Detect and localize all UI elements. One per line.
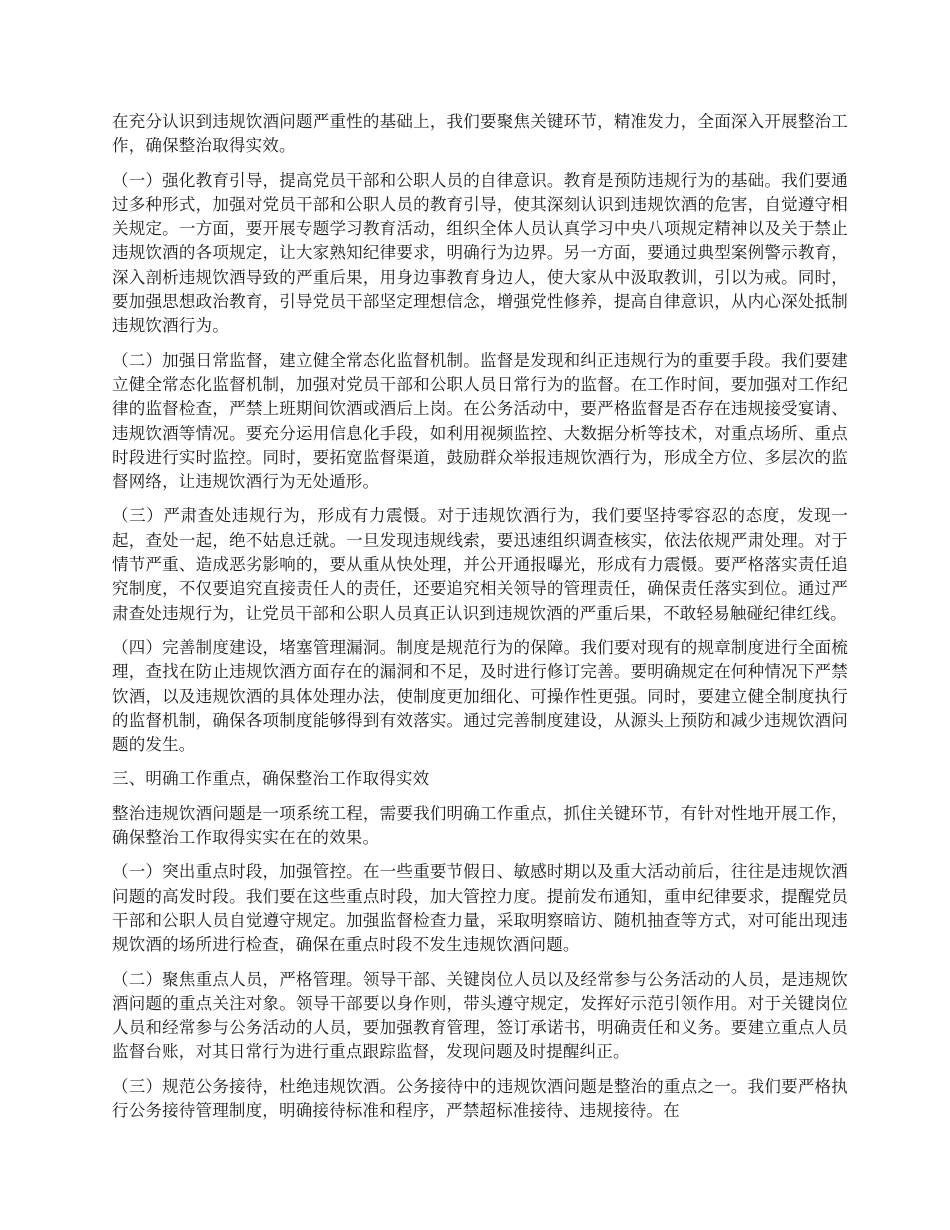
paragraph-key-periods: （一）突出重点时段，加强管控。在一些重要节假日、敏感时期以及重大活动前后，往往是违规饮酒问题的高发时段。我们要在这些重点时段，加大管控力度。提前发布通知，重申纪律要求，提醒党员干部和公职人员自觉遵守规定。加强监督检查力量，采取明察暗访、随机抽查等方式，对可能出现违规饮酒的场所进行检查，确保在重点时段不发生违规饮酒问题。 [112,862,848,955]
section-heading: 三、明确工作重点，确保整治工作取得实效 [112,769,430,789]
paragraph-supervision: （二）加强日常监督，建立健全常态化监督机制。监督是发现和纠正违规行为的重要手段。我们要建立健全常态化监督机制，加强对党员干部和公职人员日常行为的监督。在工作时间，要加强对工作纪律的监督检查，严禁上班期间饮酒或酒后上岗。在公务活动中，要严格监督是否存在违规接受宴请、违规饮酒等情况。要充分运用信息化手段，如利用视频监控、大数据分析等技术，对重点场所、重点时段进行实时监控。同时，要拓宽监督渠道，鼓励群众举报违规饮酒行为，形成全方位、多层次的监督网络，让违规饮酒行为无处遁形。 [112,350,848,492]
paragraph-system-building: （四）完善制度建设，堵塞管理漏洞。制度是规范行为的保障。我们要对现有的规章制度进行全面梳理，查找在防止违规饮酒方面存在的漏洞和不足，及时进行修订完善。要明确规定在何种情况下严禁饮酒，以及违规饮酒的具体处理办法，使制度更加细化、可操作性更强。同时，要建立健全制度执行的监督机制，确保各项制度能够得到有效落实。通过完善制度建设，从源头上预防和减少违规饮酒问题的发生。 [112,637,848,755]
paragraph-official-reception: （三）规范公务接待，杜绝违规饮酒。公务接待中的违规饮酒问题是整治的重点之一。我们要严格执行公务接待管理制度，明确接待标准和程序，严禁超标准接待、违规接待。在 [112,1076,848,1120]
paragraph-section-intro: 整治违规饮酒问题是一项系统工程，需要我们明确工作重点，抓住关键环节，有针对性地开展工作，确保整治工作取得实实在在的效果。 [112,803,848,848]
paragraph-key-personnel: （二）聚焦重点人员，严格管理。领导干部、关键岗位人员以及经常参与公务活动的人员，是违规饮酒问题的重点关注对象。领导干部要以身作则，带头遵守规定，发挥好示范引领作用。对于关键岗位人员和经常参与公务活动的人员，要加强教育管理，签订承诺书，明确责任和义务。要建立重点人员监督台账，对其日常行为进行重点跟踪监督，发现问题及时提醒纠正。 [112,969,848,1062]
paragraph-punishment: （三）严肃查处违规行为，形成有力震慑。对于违规饮酒行为，我们要坚持零容忍的态度，发现一起，查处一起，绝不姑息迁就。一旦发现违规线索，要迅速组织调查核实，依法依规严肃处理。对于情节严重、造成恶劣影响的，要从重从快处理，并公开通报曝光，形成有力震慑。要严格落实责任追究制度，不仅要追究直接责任人的责任，还要追究相关领导的管理责任，确保责任落实到位。通过严肃查处违规行为，让党员干部和公职人员真正认识到违规饮酒的严重后果，不敢轻易触碰纪律红线。 [112,506,848,623]
intro-paragraph: 在充分认识到违规饮酒问题严重性的基础上，我们要聚焦关键环节，精准发力，全面深入开展整治工作，确保整治取得实效。 [112,112,848,156]
paragraph-education: （一）强化教育引导，提高党员干部和公职人员的自律意识。教育是预防违规行为的基础。我们要通过多种形式，加强对党员干部和公职人员的教育引导，使其深刻认识到违规饮酒的危害，自觉遵守相关规定。一方面，要开展专题学习教育活动，组织全体人员认真学习中央八项规定精神以及关于禁止违规饮酒的各项规定，让大家熟知纪律要求，明确行为边界。另一方面，要通过典型案例警示教育，深入剖析违规饮酒导致的严重后果，用身边事教育身边人，使大家从中汲取教训，引以为戒。同时，要加强思想政治教育，引导党员干部坚定理想信念，增强党性修养，提高自律意识，从内心深处抵制违规饮酒行为。 [112,170,848,336]
document-page [112,110,848,1133]
